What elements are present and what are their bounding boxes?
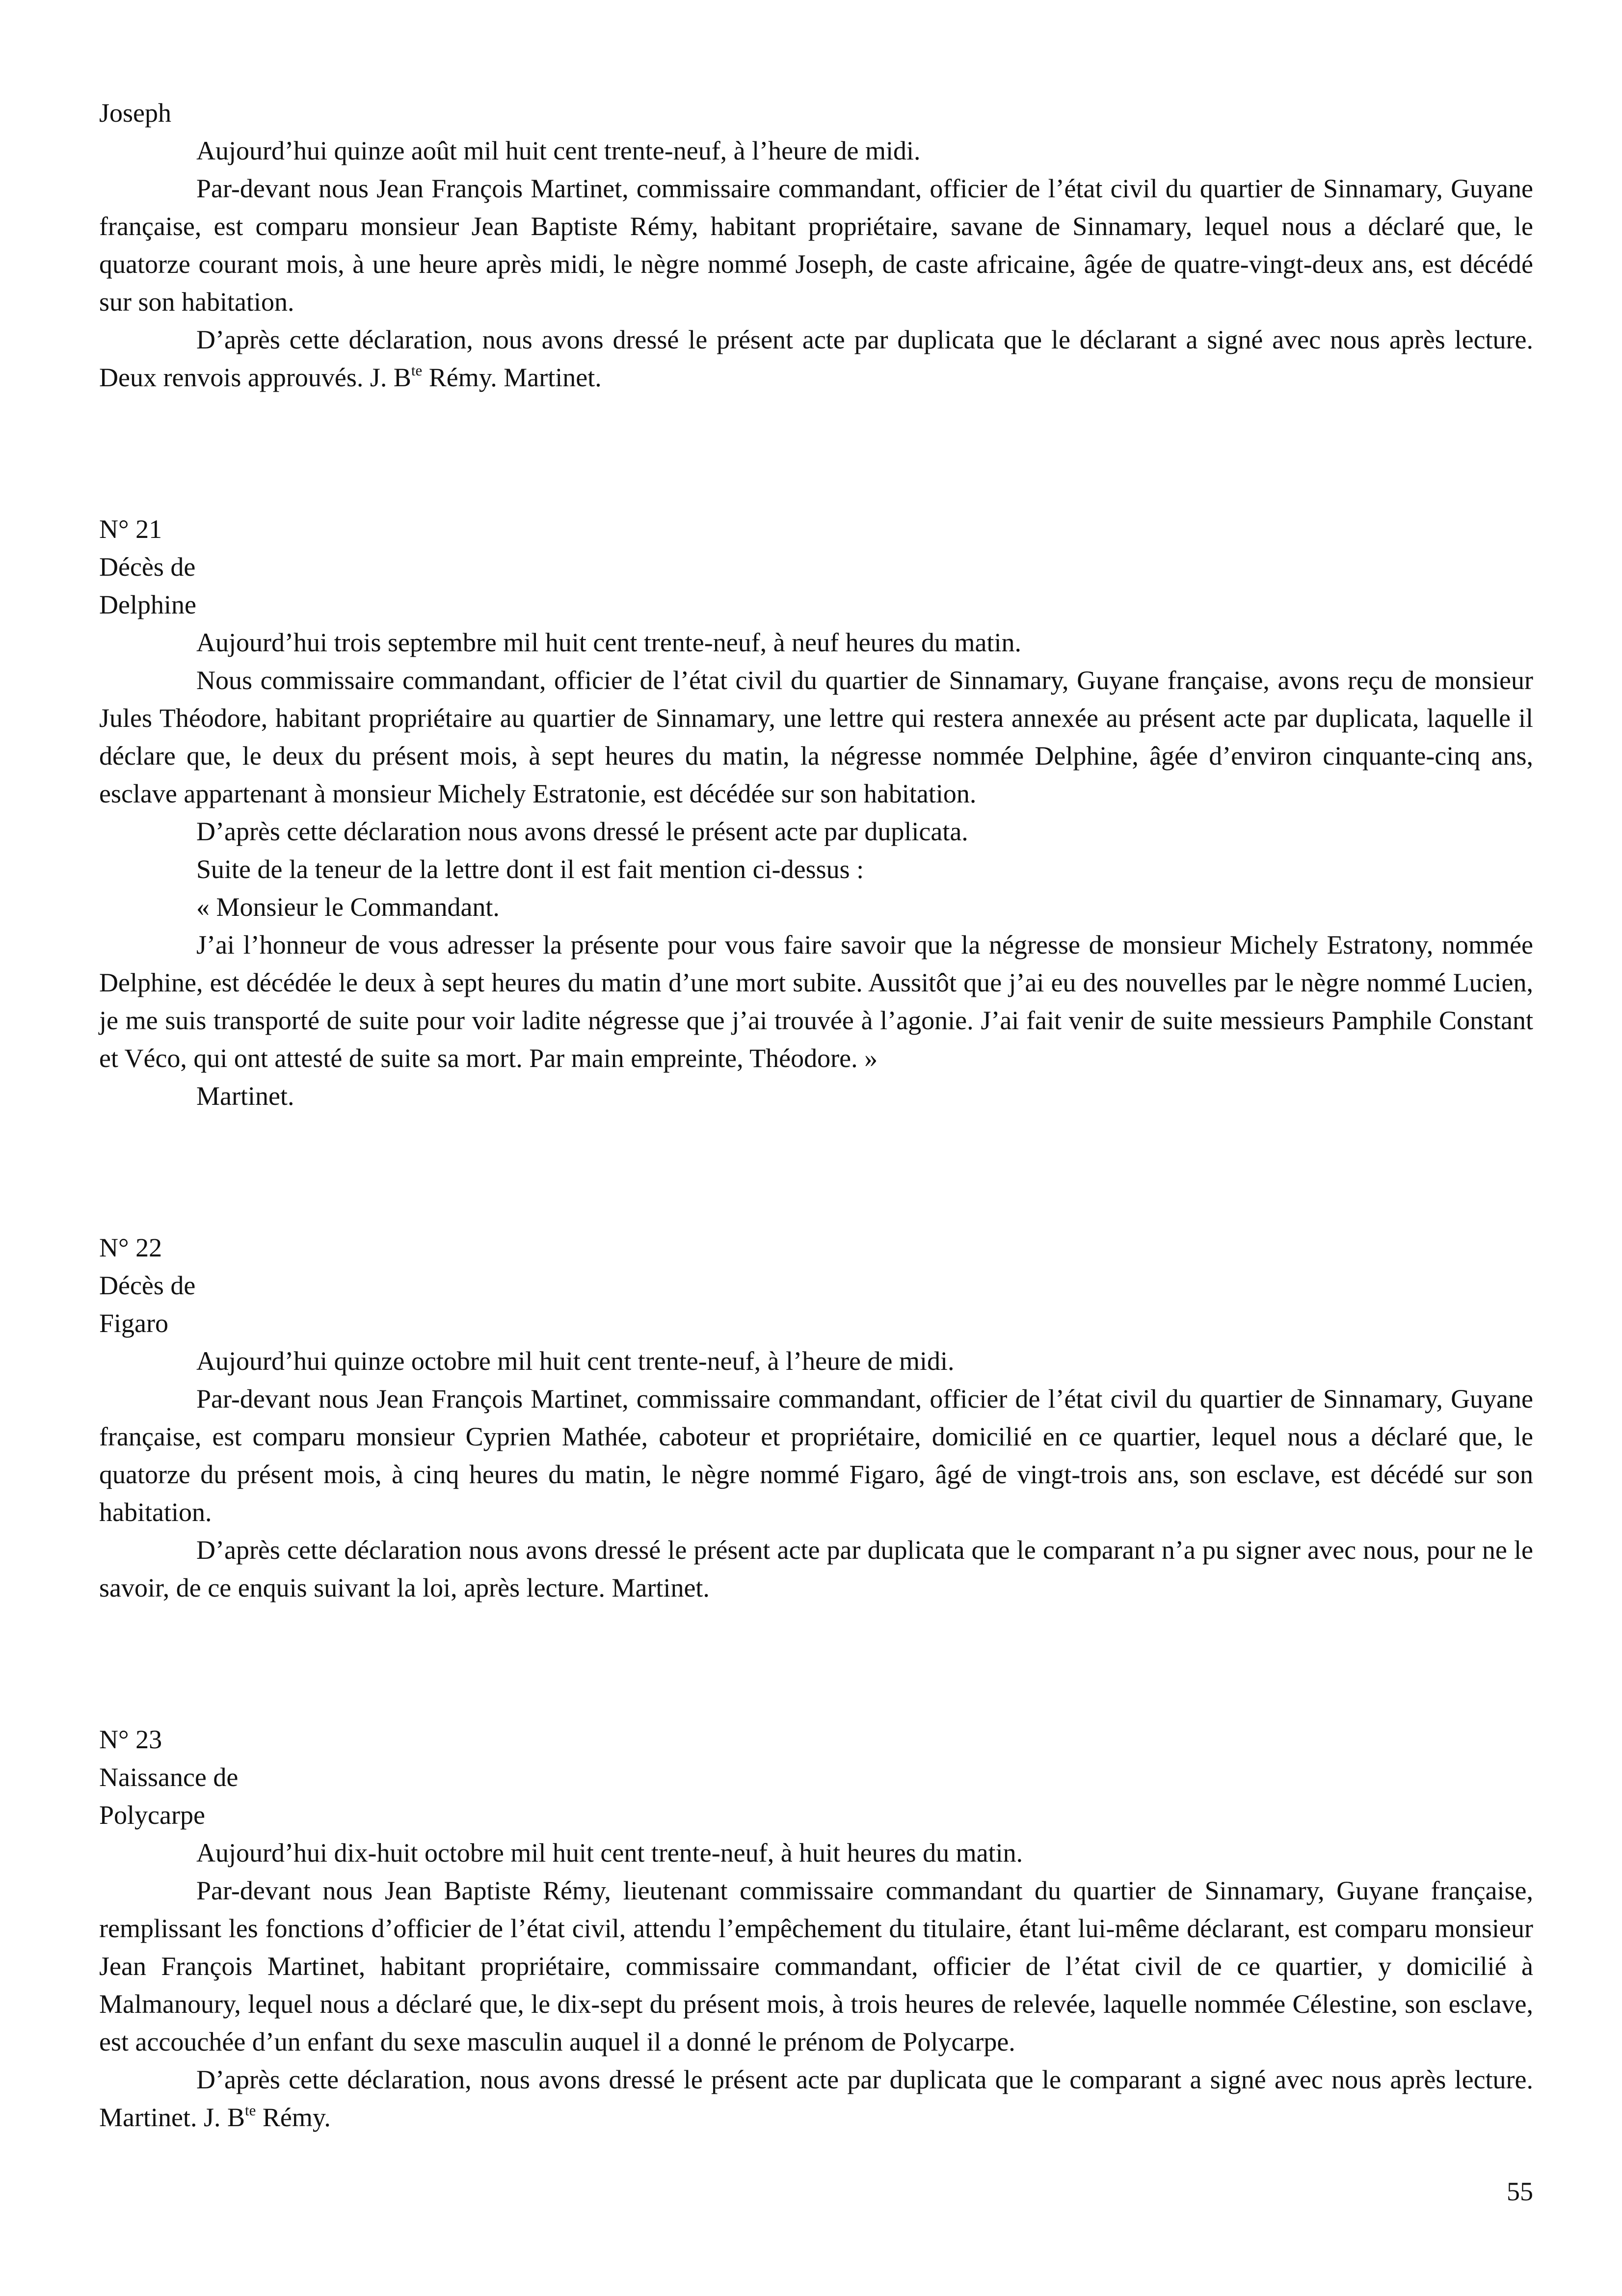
record-paragraph: D’après cette déclaration nous avons dressé le présent acte par duplicata. — [196, 817, 968, 846]
record-heading — [99, 94, 1533, 132]
paragraph-text: D’après cette déclaration, nous avons dressé le présent acte par duplicata que le déclarant a signé avec nous après lecture. Deux renvois approuvés. J. B — [99, 325, 1533, 392]
record-signature: Martinet. — [196, 1081, 294, 1111]
record-heading-name: Polycarpe — [99, 1800, 205, 1830]
record-paragraph: Aujourd’hui dix-huit octobre mil huit cent trente-neuf, à huit heures du matin. — [196, 1838, 1023, 1868]
record-heading-name: Joseph — [99, 98, 171, 128]
record-number: N° 23 — [99, 1725, 162, 1754]
record-22-figaro — [99, 1229, 1533, 1607]
record-paragraph: Aujourd’hui quinze octobre mil huit cent trente-neuf, à l’heure de midi. — [196, 1346, 955, 1376]
record-paragraph: D’après cette déclaration nous avons dressé le présent acte par duplicata que le comparant n’a pu signer avec nous, pour ne le savoir, de ce enquis suivant la loi, après lecture. Martinet. — [99, 1535, 1533, 1602]
record-paragraph: Par-devant nous Jean François Martinet, commissaire commandant, officier de l’état civil du quartier de Sinnamary, Guyane française, est comparu monsieur Jean Baptiste Rémy, habitant propriétaire, savane de Sinnamary, lequel nous a déclaré que, le quatorze courant mois, à une heure après midi, le nègre nommé Joseph, de caste africaine, âgée de quatre-vingt-deux ans, est décédé sur son habitation. — [99, 174, 1533, 317]
record-paragraph: Aujourd’hui quinze août mil huit cent trente-neuf, à l’heure de midi. — [196, 136, 921, 165]
record-paragraph: Par-devant nous Jean François Martinet, commissaire commandant, officier de l’état civil du quartier de Sinnamary, Guyane française, est comparu monsieur Cyprien Mathée, caboteur et propriétaire, domicilié en ce quartier, lequel nous a déclaré que, le quatorze du présent mois, à cinq heures du matin, le nègre nommé Figaro, âgé de vingt-trois ans, son esclave, est décédé sur son habitation. — [99, 1384, 1533, 1527]
record-type: Décès de — [99, 1271, 196, 1300]
record-separator — [99, 1115, 1533, 1229]
record-signature-paragraph — [99, 2061, 1533, 2136]
record-number: N° 22 — [99, 1233, 162, 1262]
record-number: N° 21 — [99, 514, 162, 544]
record-paragraph: Nous commissaire commandant, officier de l’état civil du quartier de Sinnamary, Guyane française, avons reçu de monsieur Jules Théodore, habitant propriétaire au quartier de Sinnamary, une lettre qui restera annexée au présent acte par duplicata, laquelle il déclare que, le deux du présent mois, à sept heures du matin, la négresse nommée Delphine, âgée d’environ cinquante-cinq ans, esclave appartenant à monsieur Michely Estratonie, est décédée sur son habitation. — [99, 666, 1533, 808]
superscript-abbreviation: te — [244, 2102, 256, 2119]
record-heading — [99, 1229, 1533, 1342]
record-21-delphine — [99, 510, 1533, 1115]
paragraph-text: Rémy. — [256, 2103, 331, 2132]
record-heading — [99, 510, 1533, 624]
record-heading-name: Figaro — [99, 1308, 168, 1338]
record-heading — [99, 1721, 1533, 1834]
record-joseph — [99, 94, 1533, 397]
document-page — [99, 94, 1533, 2136]
record-separator — [99, 1607, 1533, 1721]
page-number: 55 — [1507, 2177, 1533, 2206]
record-paragraph: Par-devant nous Jean Baptiste Rémy, lieutenant commissaire commandant du quartier de Sinnamary, Guyane française, remplissant les fonctions d’officier de l’état civil, attendu l’empêchement du titulaire, étant lui-même déclarant, est comparu monsieur Jean François Martinet, habitant propriétaire, commissaire commandant, officier de l’état civil de ce quartier, y domicilié à Malmanoury, lequel nous a déclaré que, le dix-sept du présent mois, à trois heures de relevée, laquelle nommée Célestine, son esclave, est accouchée d’un enfant du sexe masculin auquel il a donné le prénom de Polycarpe. — [99, 1876, 1533, 2056]
record-type: Naissance de — [99, 1762, 239, 1792]
record-type: Décès de — [99, 552, 196, 582]
record-separator — [99, 397, 1533, 510]
record-signature-paragraph — [99, 321, 1533, 397]
letter-salutation: « Monsieur le Commandant. — [196, 892, 500, 922]
record-heading-name: Delphine — [99, 590, 196, 619]
record-paragraph: Suite de la teneur de la lettre dont il est fait mention ci-dessus : — [196, 854, 864, 884]
record-paragraph: Aujourd’hui trois septembre mil huit cent trente-neuf, à neuf heures du matin. — [196, 628, 1022, 657]
letter-body: J’ai l’honneur de vous adresser la présente pour vous faire savoir que la négresse de monsieur Michely Estratony, nommée Delphine, est décédée le deux à sept heures du matin d’une mort subite. Aussitôt que j’ai eu des nouvelles par le nègre nommé Lucien, je me suis transporté de suite pour voir ladite négresse que j’ai trouvée à l’agonie. J’ai fait venir de suite messieurs Pamphile Constant et Véco, qui ont attesté de suite sa mort. Par main empreinte, Théodore. » — [99, 930, 1533, 1073]
paragraph-text: Rémy. Martinet. — [422, 363, 602, 392]
superscript-abbreviation: te — [411, 362, 423, 379]
record-23-polycarpe — [99, 1721, 1533, 2136]
paragraph-text: D’après cette déclaration, nous avons dressé le présent acte par duplicata que le comparant a signé avec nous après lecture. Martinet. J. B — [99, 2065, 1533, 2132]
